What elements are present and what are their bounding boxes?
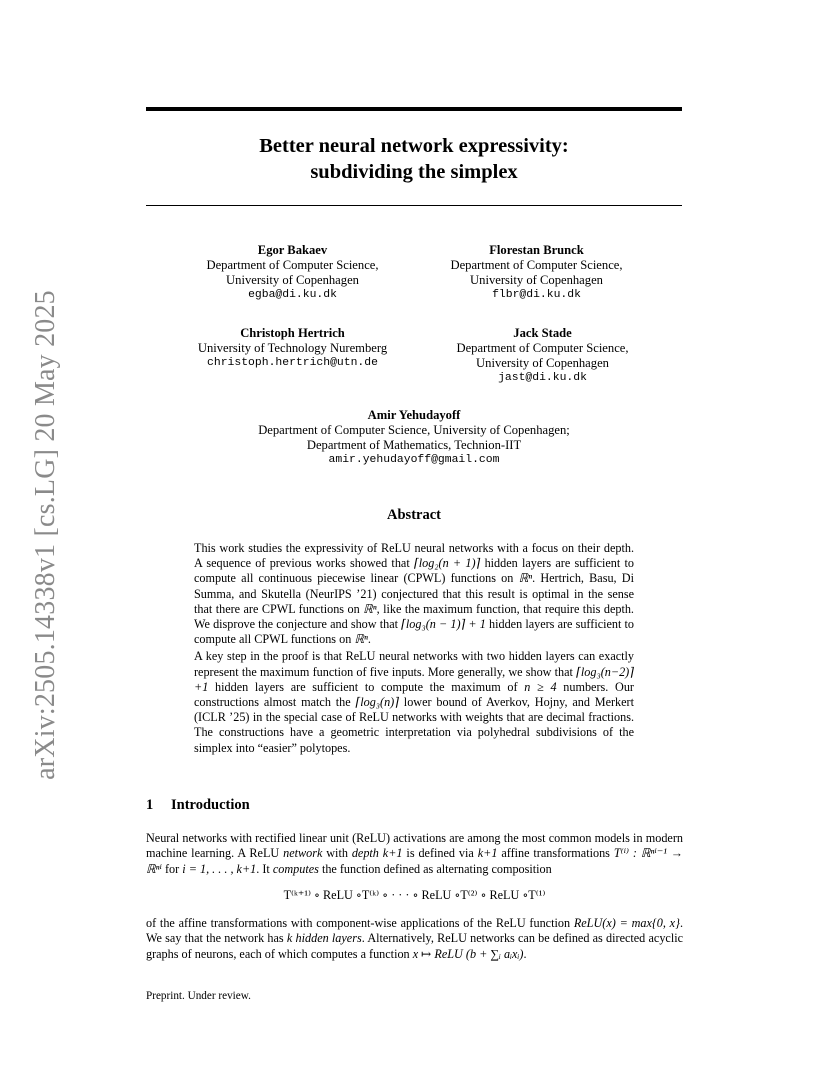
math: k+1 bbox=[477, 846, 498, 861]
author-block bbox=[180, 326, 405, 371]
math: k+1 bbox=[378, 846, 403, 861]
abstract-heading: Abstract bbox=[387, 507, 441, 523]
author-name: Jack Stade bbox=[513, 326, 572, 340]
author-affiliation: Department of Computer Science, University of Copenhagen; bbox=[258, 423, 570, 437]
author-affiliation: University of Copenhagen bbox=[470, 273, 603, 287]
intro-paragraph: of the affine transformations with component-wise applications of the ReLU function ReLU(x) = max{0, x}. We say that the network has k hidden layers. Alternatively, ReLU networks can be defined as directed acyclic graphs of neurons, each of which computes a function x ↦ ReLU (b + ∑ᵢ aᵢxᵢ). bbox=[146, 916, 683, 961]
author-affiliation: Department of Computer Science, bbox=[450, 258, 623, 272]
math: i = 1, . . . , k+1 bbox=[182, 861, 257, 876]
math: ⌈log₃(n−2)⌉+1 bbox=[194, 664, 634, 694]
math: T⁽ⁱ⁾ : ℝⁿⁱ⁻¹ → ℝⁿⁱ bbox=[146, 846, 683, 876]
intro-paragraph: Neural networks with rectified linear unit (ReLU) activations are among the most common models in modern machine learning. A ReLU network with depth k+1 is defined via k+1 affine transformations T⁽ⁱ⁾ : ℝⁿⁱ⁻¹ → ℝⁿⁱ for i = 1, . . . , k+1. It computes the function defined as alternating composition bbox=[146, 831, 683, 876]
author-email: christoph.hertrich@utn.de bbox=[207, 357, 378, 369]
math: n ≥ 4 bbox=[524, 679, 557, 694]
author-name: Amir Yehudayoff bbox=[367, 408, 461, 422]
author-affiliation: University of Copenhagen bbox=[476, 356, 609, 370]
math: ⌈log₃(n)⌉ bbox=[355, 695, 399, 710]
title-bottom-rule bbox=[146, 205, 682, 206]
math: ⌈log₃(n − 1)⌉ + 1 bbox=[401, 617, 486, 632]
math: ℝⁿ bbox=[363, 601, 377, 616]
section-number: 1 bbox=[146, 797, 154, 813]
author-affiliation: Department of Computer Science, bbox=[456, 341, 629, 355]
author-affiliation: Department of Computer Science, bbox=[206, 258, 379, 272]
footer-note: Preprint. Under review. bbox=[146, 990, 251, 1002]
arxiv-stamp: arXiv:2505.14338v1 [cs.LG] 20 May 2025 bbox=[30, 290, 61, 780]
author-affiliation: University of Copenhagen bbox=[226, 273, 359, 287]
math: ℝⁿ bbox=[518, 571, 533, 586]
section-title: Introduction bbox=[171, 797, 250, 813]
author-name: Florestan Brunck bbox=[489, 243, 584, 257]
author-name: Christoph Hertrich bbox=[240, 326, 345, 340]
author-block bbox=[214, 408, 614, 468]
title-line-1: Better neural network expressivity: bbox=[259, 135, 569, 157]
author-block bbox=[434, 243, 639, 303]
abstract-paragraph: A key step in the proof is that ReLU neural networks with two hidden layers can exactly represent the maximum function of five inputs. More generally, we show that ⌈log₃(n−2)⌉+1 hidden layers are sufficient to compute the maximum of n ≥ 4 numbers. Our constructions almost match the ⌈log₃(n)⌉ lower bound of Averkov, Hojny, and Merkert (ICLR ’25) in the special case of ReLU networks with weights that are decimal fractions. The constructions have a geometric interpretation via polyhedral subdivisions of the simplex into “easier” polytopes. bbox=[194, 649, 635, 755]
author-block bbox=[440, 326, 645, 386]
author-affiliation: Department of Mathematics, Technion-IIT bbox=[306, 438, 522, 452]
author-email: jast@di.ku.dk bbox=[498, 372, 587, 384]
author-email: amir.yehudayoff@gmail.com bbox=[328, 454, 500, 466]
author-name: Egor Bakaev bbox=[257, 243, 328, 257]
math: x ↦ ReLU (b + ∑ᵢ aᵢxᵢ) bbox=[412, 946, 524, 961]
author-affiliation: University of Technology Nuremberg bbox=[197, 341, 388, 355]
math: ReLU(x) = max{0, x} bbox=[573, 916, 680, 930]
author-block bbox=[190, 243, 395, 303]
abstract-paragraph: This work studies the expressivity of ReLU neural networks with a focus on their depth. A sequence of previous works showed that ⌈log₂(n + 1)⌉ hidden layers are sufficient to compute all continuous piecewise linear (CPWL) functions on ℝⁿ. Hertrich, Basu, Di Summa, and Skutella (NeurIPS ’21) conjectured that this result is optimal in the sense that there are CPWL functions on ℝⁿ, like the maximum function, that require this depth. We disprove the conjecture and show that ⌈log₃(n − 1)⌉ + 1 hidden layers are sufficient to compute all CPWL functions on ℝⁿ. bbox=[194, 541, 635, 647]
math: ⌈log₂(n + 1)⌉ bbox=[413, 556, 481, 571]
math: ℝⁿ bbox=[354, 632, 368, 647]
author-email: flbr@di.ku.dk bbox=[492, 289, 581, 301]
abstract-body bbox=[194, 541, 634, 756]
paper-title bbox=[146, 133, 682, 185]
title-top-rule bbox=[146, 107, 682, 111]
author-email: egba@di.ku.dk bbox=[248, 289, 337, 301]
section-heading bbox=[146, 797, 250, 814]
display-equation: T⁽ᵏ⁺¹⁾ ∘ ReLU ∘T⁽ᵏ⁾ ∘ · · · ∘ ReLU ∘T⁽²⁾ ∘ ReLU ∘T⁽¹⁾ bbox=[283, 888, 546, 902]
title-line-2: subdividing the simplex bbox=[310, 161, 518, 183]
